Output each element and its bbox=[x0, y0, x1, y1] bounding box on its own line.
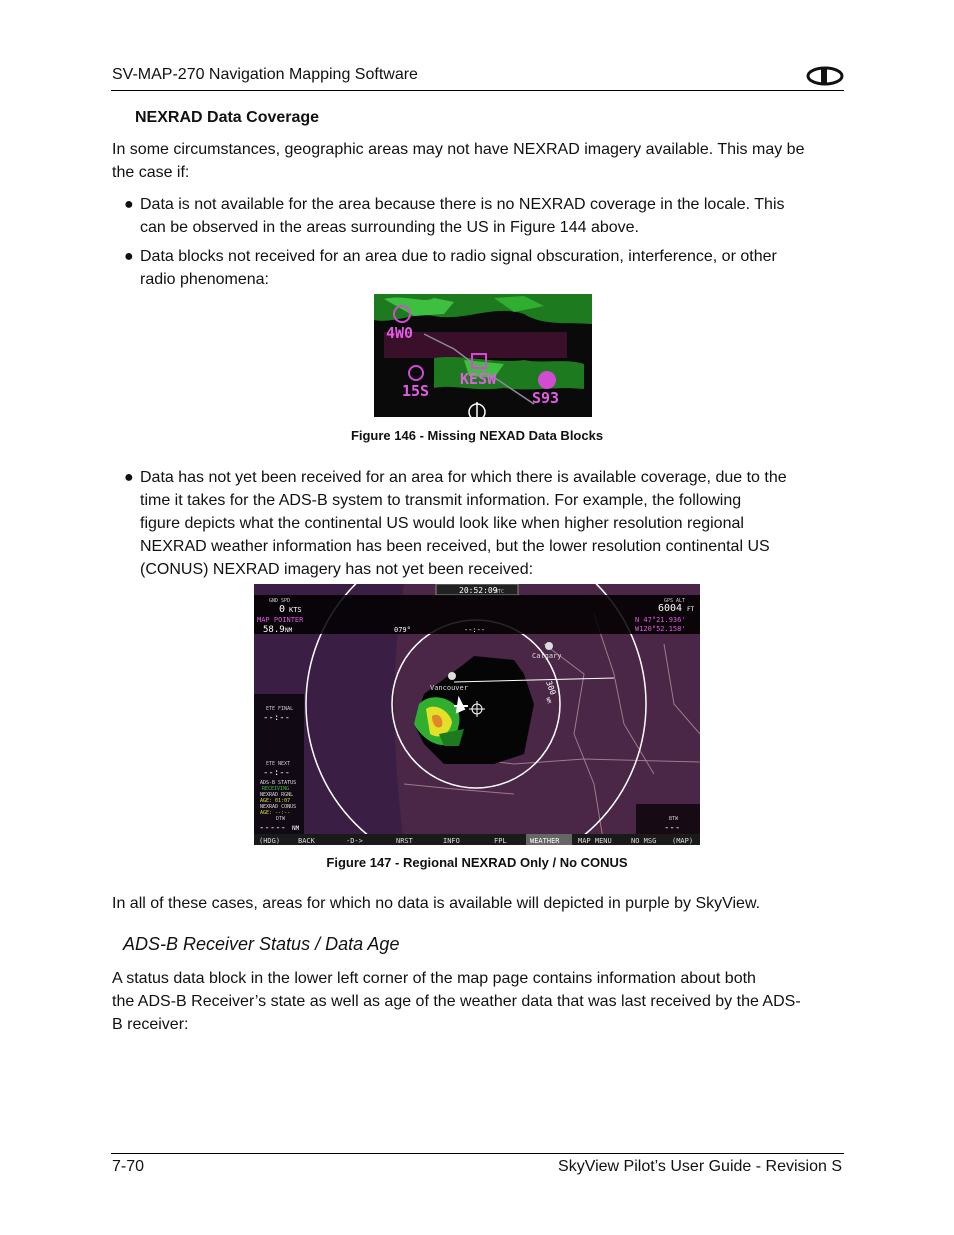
softkey-direct-to: -D-> bbox=[346, 837, 363, 845]
dtw-value: ----- bbox=[259, 823, 287, 833]
section-heading-adsb-status: ADS-B Receiver Status / Data Age bbox=[123, 934, 400, 954]
list-item: ● Data is not available for the area because there is no NEXRAD coverage in the locale. This can be observed in the areas surrounding the US in Figure 144 above. bbox=[140, 193, 785, 239]
map-pointer-value: 58.9 bbox=[263, 625, 285, 635]
gps-alt-label: GPS ALT bbox=[664, 598, 686, 604]
conclusion-paragraph: In all of these cases, areas for which no data is available will depicted in purple by SkyView. bbox=[112, 895, 761, 912]
softkey-hdg: (HDG) bbox=[259, 837, 281, 845]
btw-label: BTW bbox=[669, 816, 679, 822]
ete-final-label: ETE FINAL bbox=[266, 706, 294, 712]
clock-unit: UTC bbox=[495, 589, 505, 595]
gps-alt-value: 6004 bbox=[658, 603, 683, 614]
list-item: ● Data blocks not received for an area due to radio signal obscuration, interference, or other radio phenomena: bbox=[140, 245, 777, 291]
running-header: SV-MAP-270 Navigation Mapping Software bbox=[112, 66, 418, 83]
adsb-status-paragraph: A status data block in the lower left corner of the map page contains information about both the ADS-B Receiver’s state as well as age of the weather data that was last received by the ADS- B receiver: bbox=[112, 970, 801, 1033]
gnd-spd-unit: KTS bbox=[289, 606, 302, 614]
city-label: Vancouver bbox=[430, 684, 468, 692]
dtw-label: DTW bbox=[276, 816, 286, 822]
adsb-status-conus-age: AGE: --:-- bbox=[260, 810, 291, 816]
airport-label: 4W0 bbox=[386, 324, 414, 342]
map-pointer-label: MAP POINTER bbox=[257, 616, 304, 624]
softkey-weather: WEATHER bbox=[530, 837, 560, 845]
bullet-icon: ● bbox=[124, 196, 134, 213]
softkey-no-msg: NO MSG bbox=[631, 837, 657, 845]
gps-alt-unit: FT bbox=[687, 606, 695, 613]
heading-readout: 079° bbox=[394, 626, 411, 634]
page-number: 7-70 bbox=[112, 1158, 145, 1175]
softkey-back: BACK bbox=[298, 837, 315, 845]
adsb-status-rgnl: NEXRAD RGNL bbox=[260, 792, 294, 798]
gnd-spd-value: 0 bbox=[279, 604, 286, 615]
dynon-logo-icon bbox=[806, 66, 844, 86]
range-ring-label: 300 bbox=[544, 679, 558, 697]
airport-label: 15S bbox=[402, 382, 430, 400]
figure-147-image bbox=[254, 584, 700, 845]
map-pointer-unit: NM bbox=[285, 627, 293, 634]
header-rule bbox=[111, 90, 844, 91]
adsb-status-receiving: RECEIVING bbox=[262, 786, 290, 792]
softkey-info: INFO bbox=[443, 837, 460, 845]
city-label: Calgary bbox=[532, 652, 562, 660]
adsb-status-conus: NEXRAD CONUS bbox=[260, 804, 297, 810]
adsb-status-rgnl-age: AGE: 01:07 bbox=[260, 798, 291, 804]
eta-readout: --:-- bbox=[464, 626, 486, 634]
softkey-nrst: NRST bbox=[396, 837, 413, 845]
softkey-map-menu: MAP MENU bbox=[578, 837, 612, 845]
figure-146-image bbox=[374, 294, 592, 417]
section-heading-nexrad-coverage: NEXRAD Data Coverage bbox=[135, 109, 320, 126]
running-footer: SkyView Pilot’s User Guide - Revision S bbox=[558, 1158, 842, 1175]
range-ring-unit: NM bbox=[544, 696, 552, 705]
softkey-fpl: FPL bbox=[494, 837, 507, 845]
ete-next-label: ETE NEXT bbox=[266, 761, 291, 767]
airport-label: KESW bbox=[460, 370, 497, 388]
intro-paragraph: In some circumstances, geographic areas may not have NEXRAD imagery available. This may be the case if: bbox=[112, 141, 805, 181]
clock-readout: 20:52:09 bbox=[459, 586, 498, 595]
figure-146-caption: Figure 146 - Missing NEXAD Data Blocks bbox=[350, 428, 604, 443]
longitude-readout: W120°52.158' bbox=[635, 625, 686, 633]
softkey-map: (MAP) bbox=[672, 837, 694, 845]
ete-final-value: --:-- bbox=[263, 713, 291, 723]
gnd-spd-label: GND SPD bbox=[269, 598, 291, 604]
dtw-unit: NM bbox=[292, 825, 300, 832]
bullet-icon: ● bbox=[124, 469, 134, 486]
adsb-status-title: ADS-B STATUS bbox=[260, 780, 297, 786]
btw-value: --- bbox=[664, 823, 681, 833]
footer-rule bbox=[111, 1153, 844, 1154]
airport-label: S93 bbox=[532, 389, 560, 407]
figure-147-caption: Figure 147 - Regional NEXRAD Only / No CONUS bbox=[326, 855, 628, 870]
ete-next-value: --:-- bbox=[263, 768, 291, 778]
list-item: ● Data has not yet been received for an area for which there is available coverage, due to the time it takes for the ADS-B system to transmit information. For example, the following figure depicts what the continental US would look like when higher resolution regional NEXRAD weather information has been received, but the lower resolution continental US (CONUS) NEXRAD imagery has not yet been received: bbox=[140, 466, 787, 581]
latitude-readout: N 47°21.936' bbox=[635, 616, 686, 624]
bullet-icon: ● bbox=[124, 248, 134, 265]
